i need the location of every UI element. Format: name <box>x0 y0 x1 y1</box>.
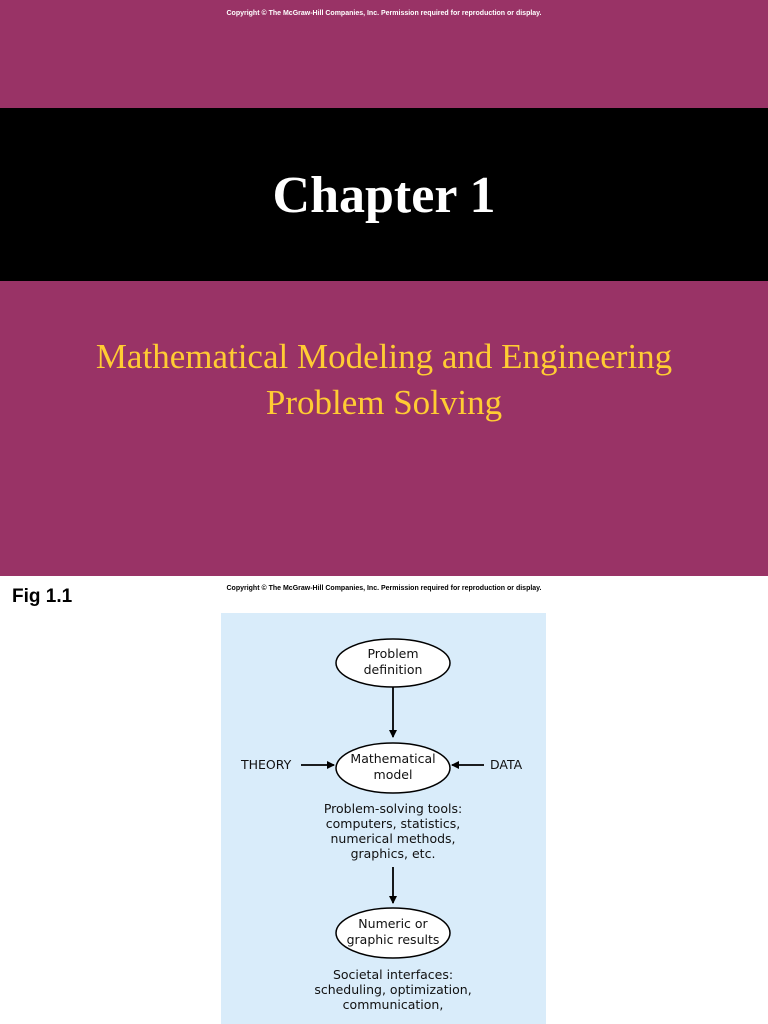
flowchart-panel <box>221 613 546 1024</box>
data-label: DATA <box>490 757 523 772</box>
subtitle-line-1: Mathematical Modeling and Engineering <box>95 337 673 376</box>
problem-definition-line-1: Problem <box>367 646 419 661</box>
theory-label: THEORY <box>241 757 292 772</box>
copyright-notice-2: Copyright © The McGraw-Hill Companies, Inc. Permission required for reproduction or display. <box>226 585 542 592</box>
tools-line-3: numerical methods, <box>330 831 456 846</box>
results-line-1: Numeric or <box>358 916 428 931</box>
societal-line-3: communication, <box>342 997 444 1012</box>
societal-line-1: Societal interfaces: <box>332 967 454 982</box>
figure-slide <box>0 576 768 1024</box>
mathematical-model-line-1: Mathematical <box>350 751 436 766</box>
subtitle-line-2: Problem Solving <box>265 383 503 422</box>
figure-label: Fig 1.1 <box>12 586 73 607</box>
problem-definition-line-2: definition <box>363 662 423 677</box>
tools-line-1: Problem-solving tools: <box>323 801 463 816</box>
flowchart-diagram <box>221 613 546 1024</box>
tools-line-4: graphics, etc. <box>350 846 436 861</box>
chapter-title: Chapter 1 <box>272 167 496 224</box>
chapter-subtitle <box>0 334 768 426</box>
societal-line-2: scheduling, optimization, <box>314 982 472 997</box>
mathematical-model-line-2: model <box>373 767 413 782</box>
copyright-notice: Copyright © The McGraw-Hill Companies, Inc. Permission required for reproduction or display. <box>226 10 542 17</box>
results-line-2: graphic results <box>346 932 440 947</box>
tools-line-2: computers, statistics, <box>325 816 461 831</box>
